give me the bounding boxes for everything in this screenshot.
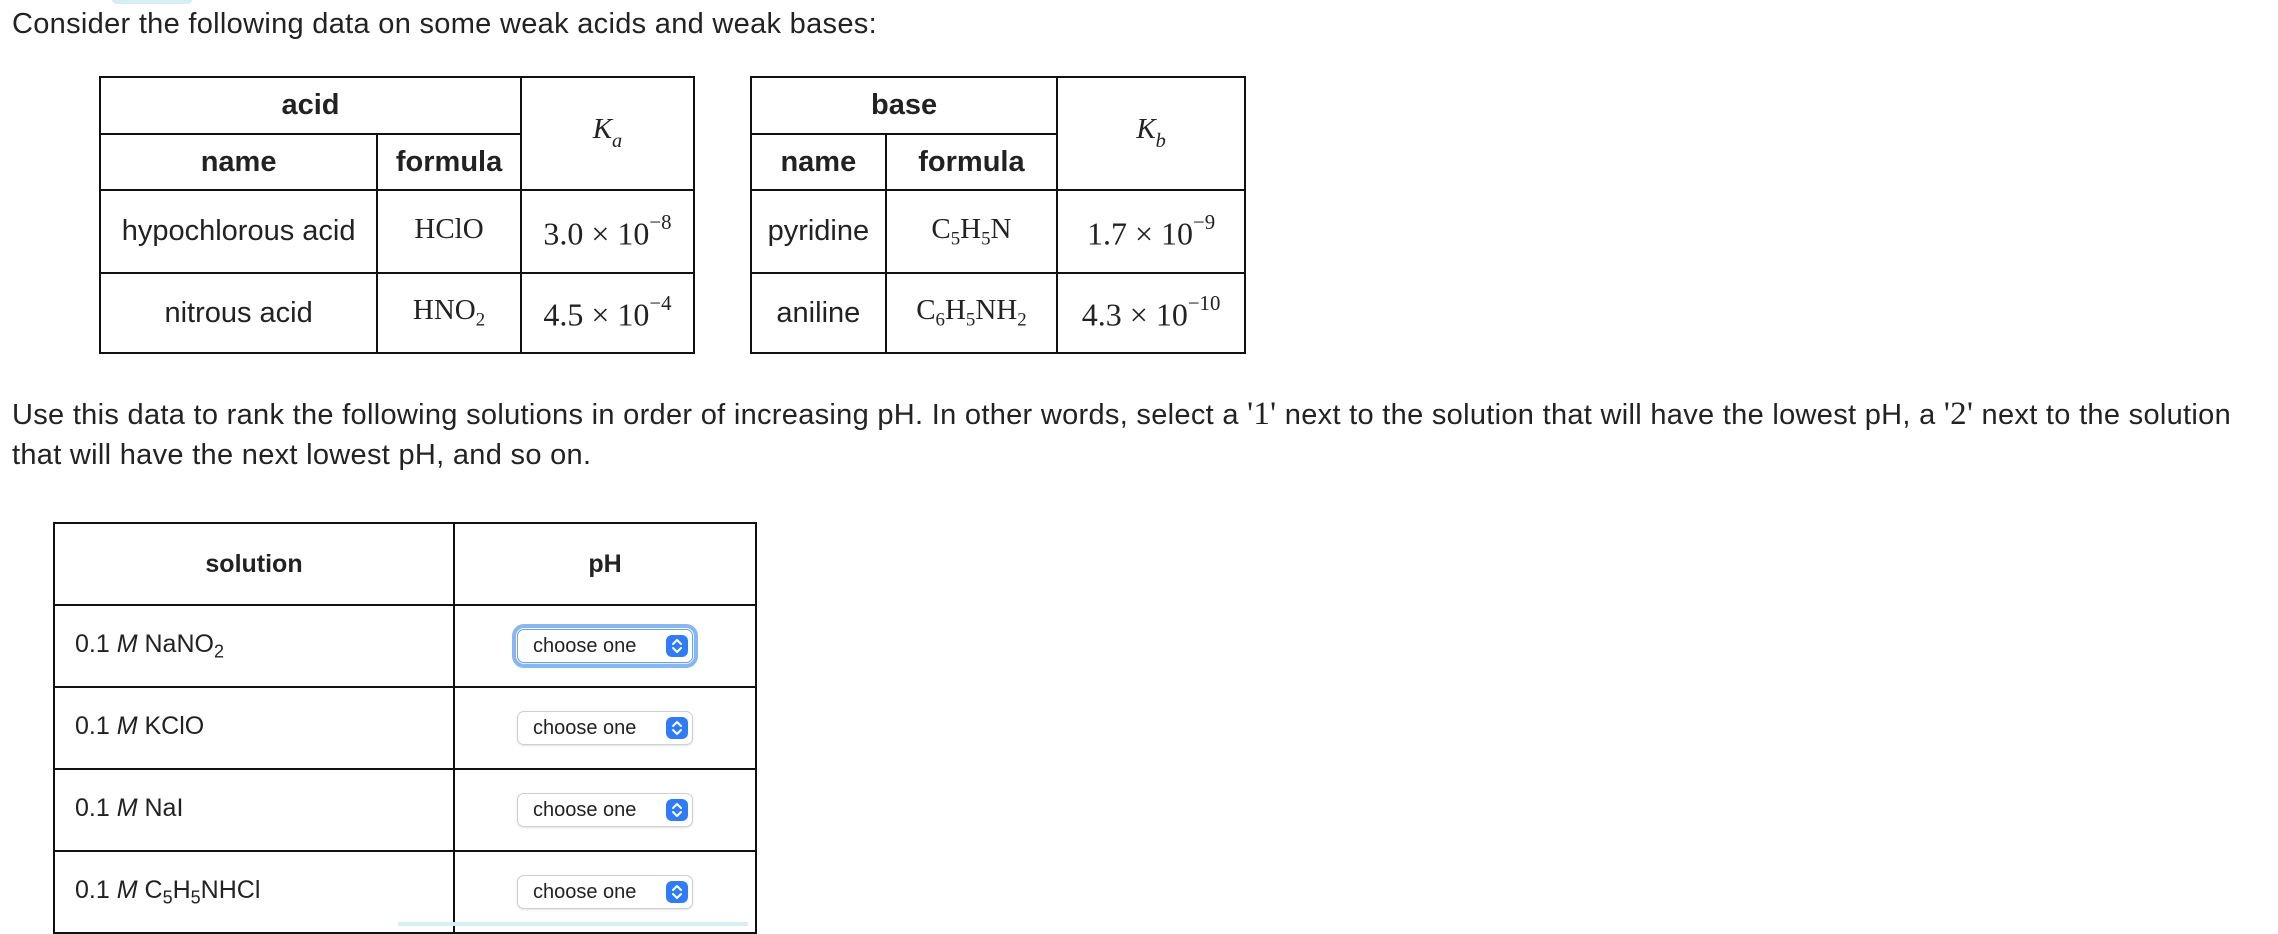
solution-name: 0.1 M NaNO$_2$ xyxy=(54,605,454,687)
intro-text: Consider the following data on some weak acids and weak bases: xyxy=(12,8,877,40)
base-name-cell: pyridine xyxy=(751,190,886,273)
question-text: Use this data to rank the following solutions in order of increasing pH. In other words, select a '1' next to the solution that will have the lowest pH, a '2' next to the solution that will have the next lowest pH, and so on. xyxy=(12,396,2232,471)
acid-formula-header: formula xyxy=(377,134,521,190)
base-formula-header: formula xyxy=(886,134,1057,190)
ph-rank-select[interactable] xyxy=(517,629,693,663)
acid-name-header: name xyxy=(100,134,377,190)
solution-name: 0.1 M KClO xyxy=(54,687,454,769)
bottom-accent-bar xyxy=(398,922,748,926)
ph-rank-select[interactable] xyxy=(517,711,693,745)
solution-name: 0.1 M $C_5H_5NHCl$ xyxy=(54,851,454,933)
ka-value-cell: $3.0 \times 10^{-8}$ xyxy=(521,190,694,273)
ka-header: $K_a$ xyxy=(521,77,694,190)
up-down-chevron-icon xyxy=(666,717,688,739)
base-name-cell: aniline xyxy=(751,273,886,353)
base-table xyxy=(750,76,1246,354)
acid-formula-cell: HClO xyxy=(377,190,521,273)
base-header: base xyxy=(751,77,1057,134)
up-down-chevron-icon xyxy=(666,881,688,903)
base-name-header: name xyxy=(751,134,886,190)
kb-value-cell: $1.7 \times 10^{-9}$ xyxy=(1057,190,1245,273)
acid-formula-cell: $HNO_2$ xyxy=(377,273,521,353)
up-down-chevron-icon xyxy=(666,799,688,821)
top-tab-accent xyxy=(112,0,192,4)
base-formula-cell: $C_6H_5NH_2$ xyxy=(886,273,1057,353)
acid-name-cell: hypochlorous acid xyxy=(100,190,377,273)
base-formula-cell: $C_5H_5N$ xyxy=(886,190,1057,273)
select-value: choose one xyxy=(533,634,637,657)
solution-name: 0.1 M NaI xyxy=(54,769,454,851)
acid-name-cell: nitrous acid xyxy=(100,273,377,353)
solution-table xyxy=(53,522,757,934)
acid-header: acid xyxy=(100,77,521,134)
solution-header: solution xyxy=(54,523,454,605)
ka-value-cell: $4.5 \times 10^{-4}$ xyxy=(521,273,694,353)
select-value: choose one xyxy=(533,798,637,821)
ph-rank-select[interactable] xyxy=(517,875,693,909)
select-value: choose one xyxy=(533,716,637,739)
kb-value-cell: $4.3 \times 10^{-10}$ xyxy=(1057,273,1245,353)
select-value: choose one xyxy=(533,880,637,903)
acid-table xyxy=(99,76,695,354)
kb-header: $K_b$ xyxy=(1057,77,1245,190)
up-down-chevron-icon xyxy=(666,635,688,657)
ph-header: pH xyxy=(454,523,756,605)
ph-rank-select[interactable] xyxy=(517,793,693,827)
